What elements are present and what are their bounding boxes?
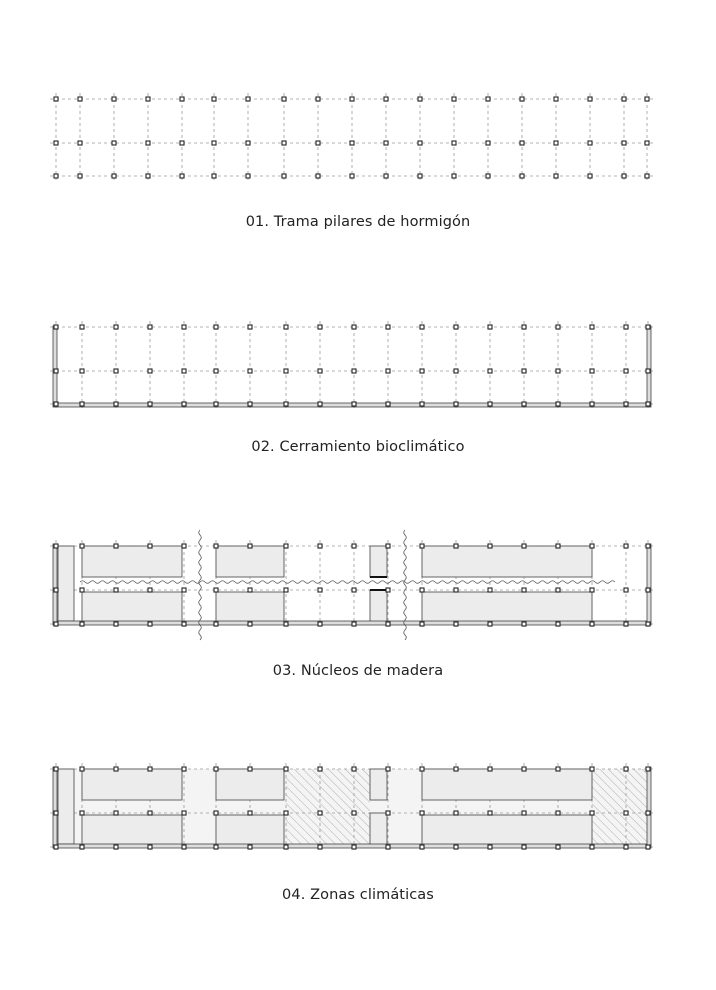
column-marker	[522, 767, 526, 771]
column-marker	[624, 811, 628, 815]
column-marker	[54, 767, 58, 771]
core-block-3-top	[422, 769, 592, 800]
left-wall	[53, 767, 57, 845]
column-marker	[114, 845, 118, 849]
column-marker	[646, 811, 650, 815]
column-marker	[318, 811, 322, 815]
hatched-zone	[286, 769, 370, 847]
column-marker	[454, 811, 458, 815]
column-marker	[386, 767, 390, 771]
core-small-top	[370, 769, 387, 800]
column-marker	[556, 767, 560, 771]
column-marker	[590, 811, 594, 815]
column-marker	[148, 845, 152, 849]
column-marker	[284, 767, 288, 771]
column-marker	[54, 811, 58, 815]
column-marker	[590, 845, 594, 849]
column-marker	[148, 767, 152, 771]
core-block-1-top	[82, 769, 182, 800]
caption-02: 02. Cerramiento bioclimático	[251, 439, 465, 455]
column-marker	[646, 845, 650, 849]
hatched-zone	[592, 769, 648, 847]
column-marker	[352, 767, 356, 771]
column-marker	[318, 845, 322, 849]
column-marker	[420, 767, 424, 771]
core-block-1-bottom	[82, 815, 182, 845]
column-marker	[182, 767, 186, 771]
column-marker	[386, 811, 390, 815]
column-marker	[556, 845, 560, 849]
column-marker	[522, 845, 526, 849]
column-marker	[318, 767, 322, 771]
column-marker	[182, 811, 186, 815]
column-marker	[284, 845, 288, 849]
core-end-left	[58, 769, 74, 844]
column-marker	[54, 845, 58, 849]
column-marker	[522, 811, 526, 815]
column-marker	[488, 845, 492, 849]
column-marker	[214, 845, 218, 849]
right-wall	[647, 767, 651, 845]
caption-03: 03. Núcleos de madera	[272, 663, 444, 679]
column-marker	[80, 767, 84, 771]
column-marker	[248, 811, 252, 815]
column-marker	[454, 767, 458, 771]
caption-01: 01. Trama pilares de hormigón	[245, 214, 471, 230]
column-marker	[284, 811, 288, 815]
column-marker	[386, 845, 390, 849]
caption-04: 04. Zonas climáticas	[282, 887, 434, 903]
column-marker	[182, 845, 186, 849]
column-marker	[80, 845, 84, 849]
column-marker	[114, 767, 118, 771]
column-marker	[114, 811, 118, 815]
core-block-2-top	[216, 769, 284, 800]
core-block-2-bottom	[216, 815, 284, 845]
column-marker	[420, 811, 424, 815]
column-marker	[624, 845, 628, 849]
column-marker	[590, 767, 594, 771]
column-marker	[454, 845, 458, 849]
column-marker	[248, 845, 252, 849]
column-marker	[80, 811, 84, 815]
column-marker	[148, 811, 152, 815]
column-marker	[488, 767, 492, 771]
column-marker	[488, 811, 492, 815]
column-marker	[556, 811, 560, 815]
column-marker	[248, 767, 252, 771]
core-small-bottom	[370, 813, 387, 845]
column-marker	[646, 767, 650, 771]
core-block-3-bottom	[422, 815, 592, 845]
column-marker	[214, 767, 218, 771]
column-marker	[352, 845, 356, 849]
column-marker	[420, 845, 424, 849]
column-marker	[624, 767, 628, 771]
column-marker	[352, 811, 356, 815]
column-marker	[214, 811, 218, 815]
